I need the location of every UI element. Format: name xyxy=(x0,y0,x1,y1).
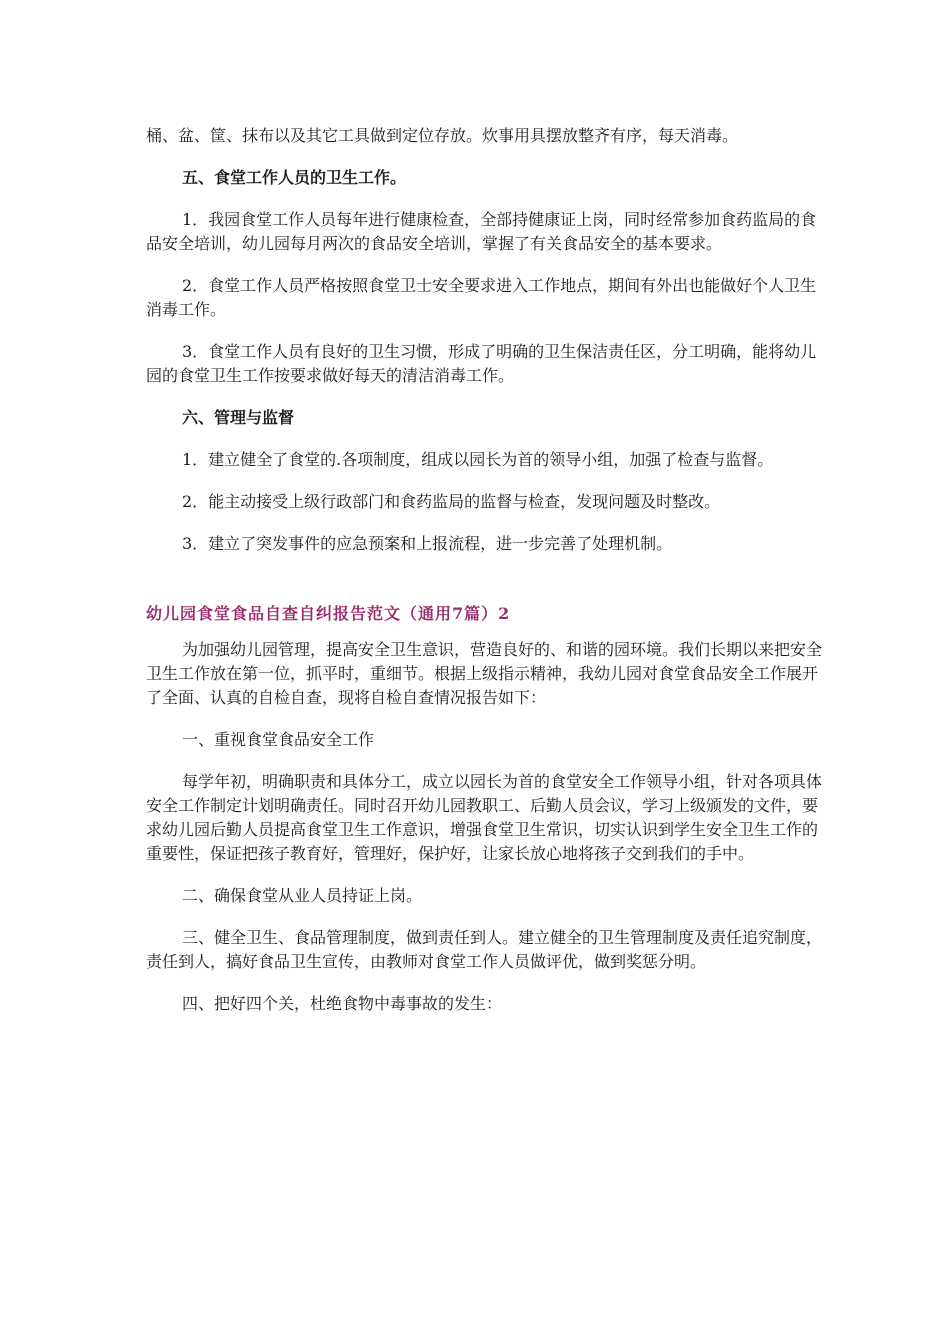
paragraph-point-1-detail: 每学年初，明确职责和具体分工，成立以园长为首的食堂安全工作领导小组，针对各项具体安全工作制定计划明确责任。同时召开幼儿园教职工、后勤人员会议，学习上级颁发的文件，要求幼儿园后勤人员提高食堂卫生工作意识，增强食堂卫生常识，切实认识到学生安全卫生工作的重要性，保证把孩子教育好，管理好，保护好，让家长放心地将孩子交到我们的手中。 xyxy=(146,772,823,863)
section-title: 幼儿园食堂食品自查自纠报告范文（通用7篇）2 xyxy=(146,604,511,623)
document-page xyxy=(146,124,826,1034)
paragraph-management-1: 1．建立健全了食堂的.各项制度，组成以园长为首的领导小组，加强了检查与监督。 xyxy=(182,450,774,469)
paragraph-point-2: 二、确保食堂从业人员持证上岗。 xyxy=(182,886,423,905)
paragraph-intro: 为加强幼儿园管理，提高安全卫生意识，营造良好的、和谐的园环境。我们长期以来把安全卫生工作放在第一位，抓平时，重细节。根据上级指示精神，我幼儿园对食堂食品安全工作展开了全面、认真的自检自查，现将自检自查情况报告如下： xyxy=(146,640,823,707)
paragraph-point-3: 三、健全卫生、食品管理制度，做到责任到人。建立健全的卫生管理制度及责任追究制度，责任到人，搞好食品卫生宣传，由教师对食堂工作人员做评优，做到奖惩分明。 xyxy=(146,928,823,971)
paragraph-staff-1: 1．我园食堂工作人员每年进行健康检查，全部持健康证上岗，同时经常参加食药监局的食品安全培训，幼儿园每月两次的食品安全培训，掌握了有关食品安全的基本要求。 xyxy=(146,210,817,253)
paragraph-staff-3: 3．食堂工作人员有良好的卫生习惯，形成了明确的卫生保洁责任区，分工明确，能将幼儿园的食堂卫生工作按要求做好每天的清洁消毒工作。 xyxy=(146,342,817,385)
paragraph-management-3: 3．建立了突发事件的应急预案和上报流程，进一步完善了处理机制。 xyxy=(182,534,673,553)
heading-staff-hygiene: 五、食堂工作人员的卫生工作。 xyxy=(182,168,407,187)
paragraph-management-2: 2．能主动接受上级行政部门和食药监局的监督与检查，发现问题及时整改。 xyxy=(182,492,721,511)
paragraph-continuation: 桶、盆、筐、抹布以及其它工具做到定位存放。炊事用具摆放整齐有序，每天消毒。 xyxy=(146,126,739,145)
paragraph-point-1: 一、重视食堂食品安全工作 xyxy=(182,730,375,749)
heading-management: 六、管理与监督 xyxy=(182,408,295,427)
paragraph-staff-2: 2．食堂工作人员严格按照食堂卫士安全要求进入工作地点，期间有外出也能做好个人卫生消毒工作。 xyxy=(146,276,817,319)
paragraph-point-4: 四、把好四个关，杜绝食物中毒事故的发生： xyxy=(182,994,503,1013)
